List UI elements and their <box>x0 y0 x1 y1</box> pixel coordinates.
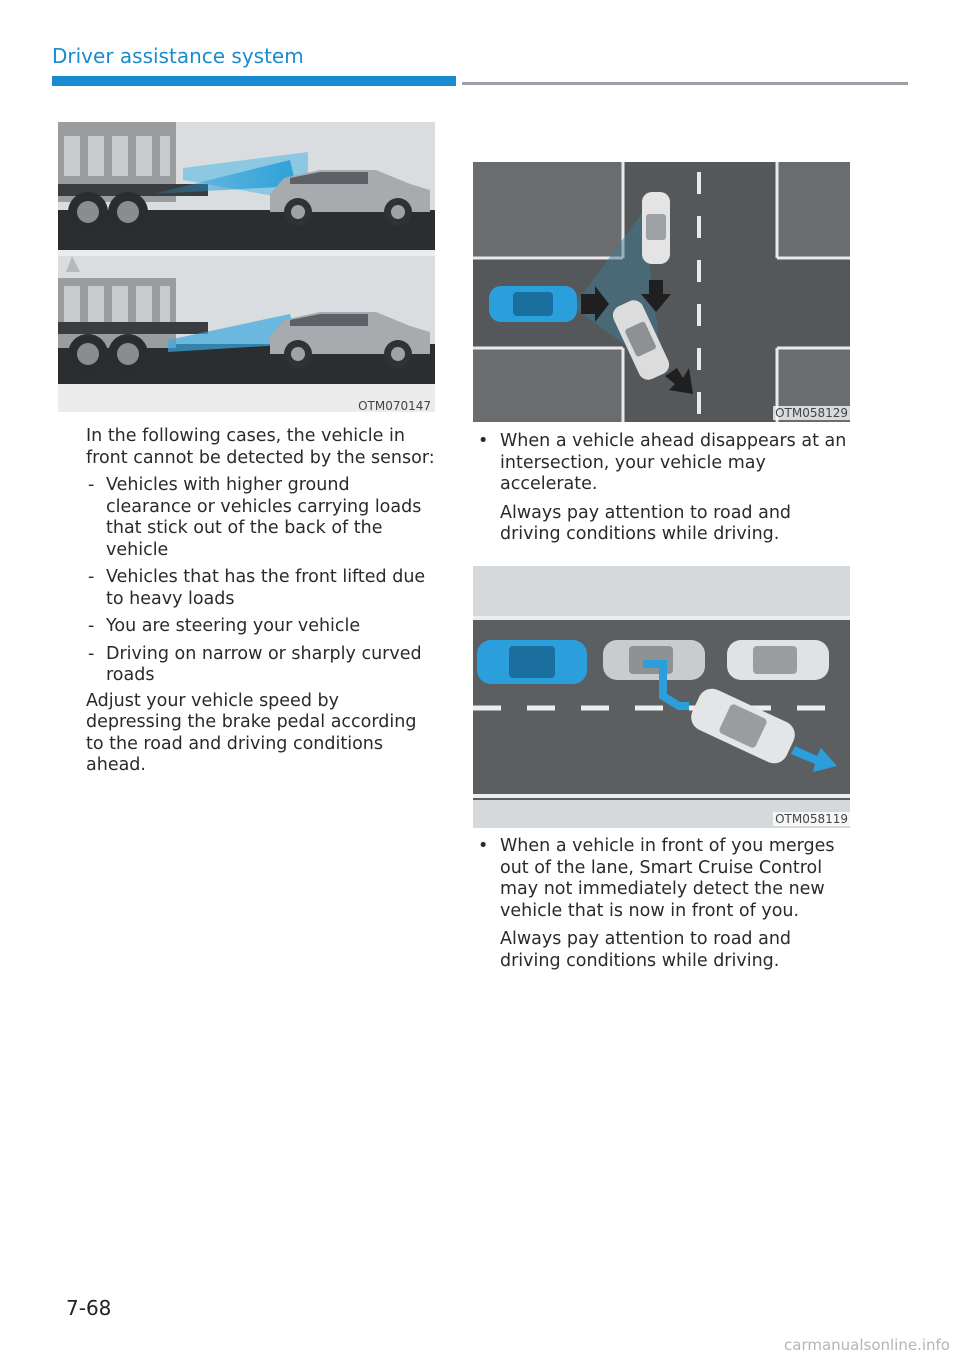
truck-sensor-illustration <box>58 122 435 412</box>
note-paragraph: Always pay attention to road and driving conditions while driving. <box>500 929 792 971</box>
outro-paragraph: Adjust your vehicle speed by depressing the brake pedal according to the road and driving conditions ahead. <box>86 690 417 775</box>
intro-paragraph: In the following cases, the vehicle in front cannot be detected by the sensor: <box>86 426 435 468</box>
section-title: Driver assistance system <box>52 44 304 68</box>
figure-code: OTM058119 <box>775 812 848 826</box>
bullet-item: • When a vehicle ahead disappears at an intersection, your vehicle may accelerate. <box>474 431 848 496</box>
bullet-item: • When a vehicle in front of you merges out of the lane, Smart Cruise Control may not immediately detect the new vehicle that is now in front of you. <box>474 836 848 922</box>
figure-code: OTM070147 <box>358 399 431 413</box>
page-number: 7-68 <box>66 1296 112 1320</box>
right-text-block-2 <box>474 836 848 972</box>
figure-truck-sensor <box>58 122 435 412</box>
list-item: - Vehicles with higher ground clearance or vehicles carrying loads that stick out of the back of the vehicle <box>86 475 438 561</box>
figure-code: OTM058129 <box>775 406 848 420</box>
intersection-illustration <box>473 162 850 422</box>
figure-lane-change <box>473 566 850 828</box>
lane-change-illustration <box>473 566 850 828</box>
left-column-text <box>86 426 438 777</box>
figure-intersection <box>473 162 850 422</box>
list-item: - Driving on narrow or sharply curved roads <box>86 644 438 687</box>
header-divider <box>462 82 908 85</box>
header-accent-bar <box>52 76 456 86</box>
list-item: - You are steering your vehicle <box>86 616 438 638</box>
right-text-block-1 <box>474 431 848 546</box>
watermark: carmanualsonline.info <box>784 1336 950 1354</box>
note-paragraph: Always pay attention to road and driving conditions while driving. <box>500 502 792 544</box>
list-item: - Vehicles that has the front lifted due to heavy loads <box>86 567 438 610</box>
